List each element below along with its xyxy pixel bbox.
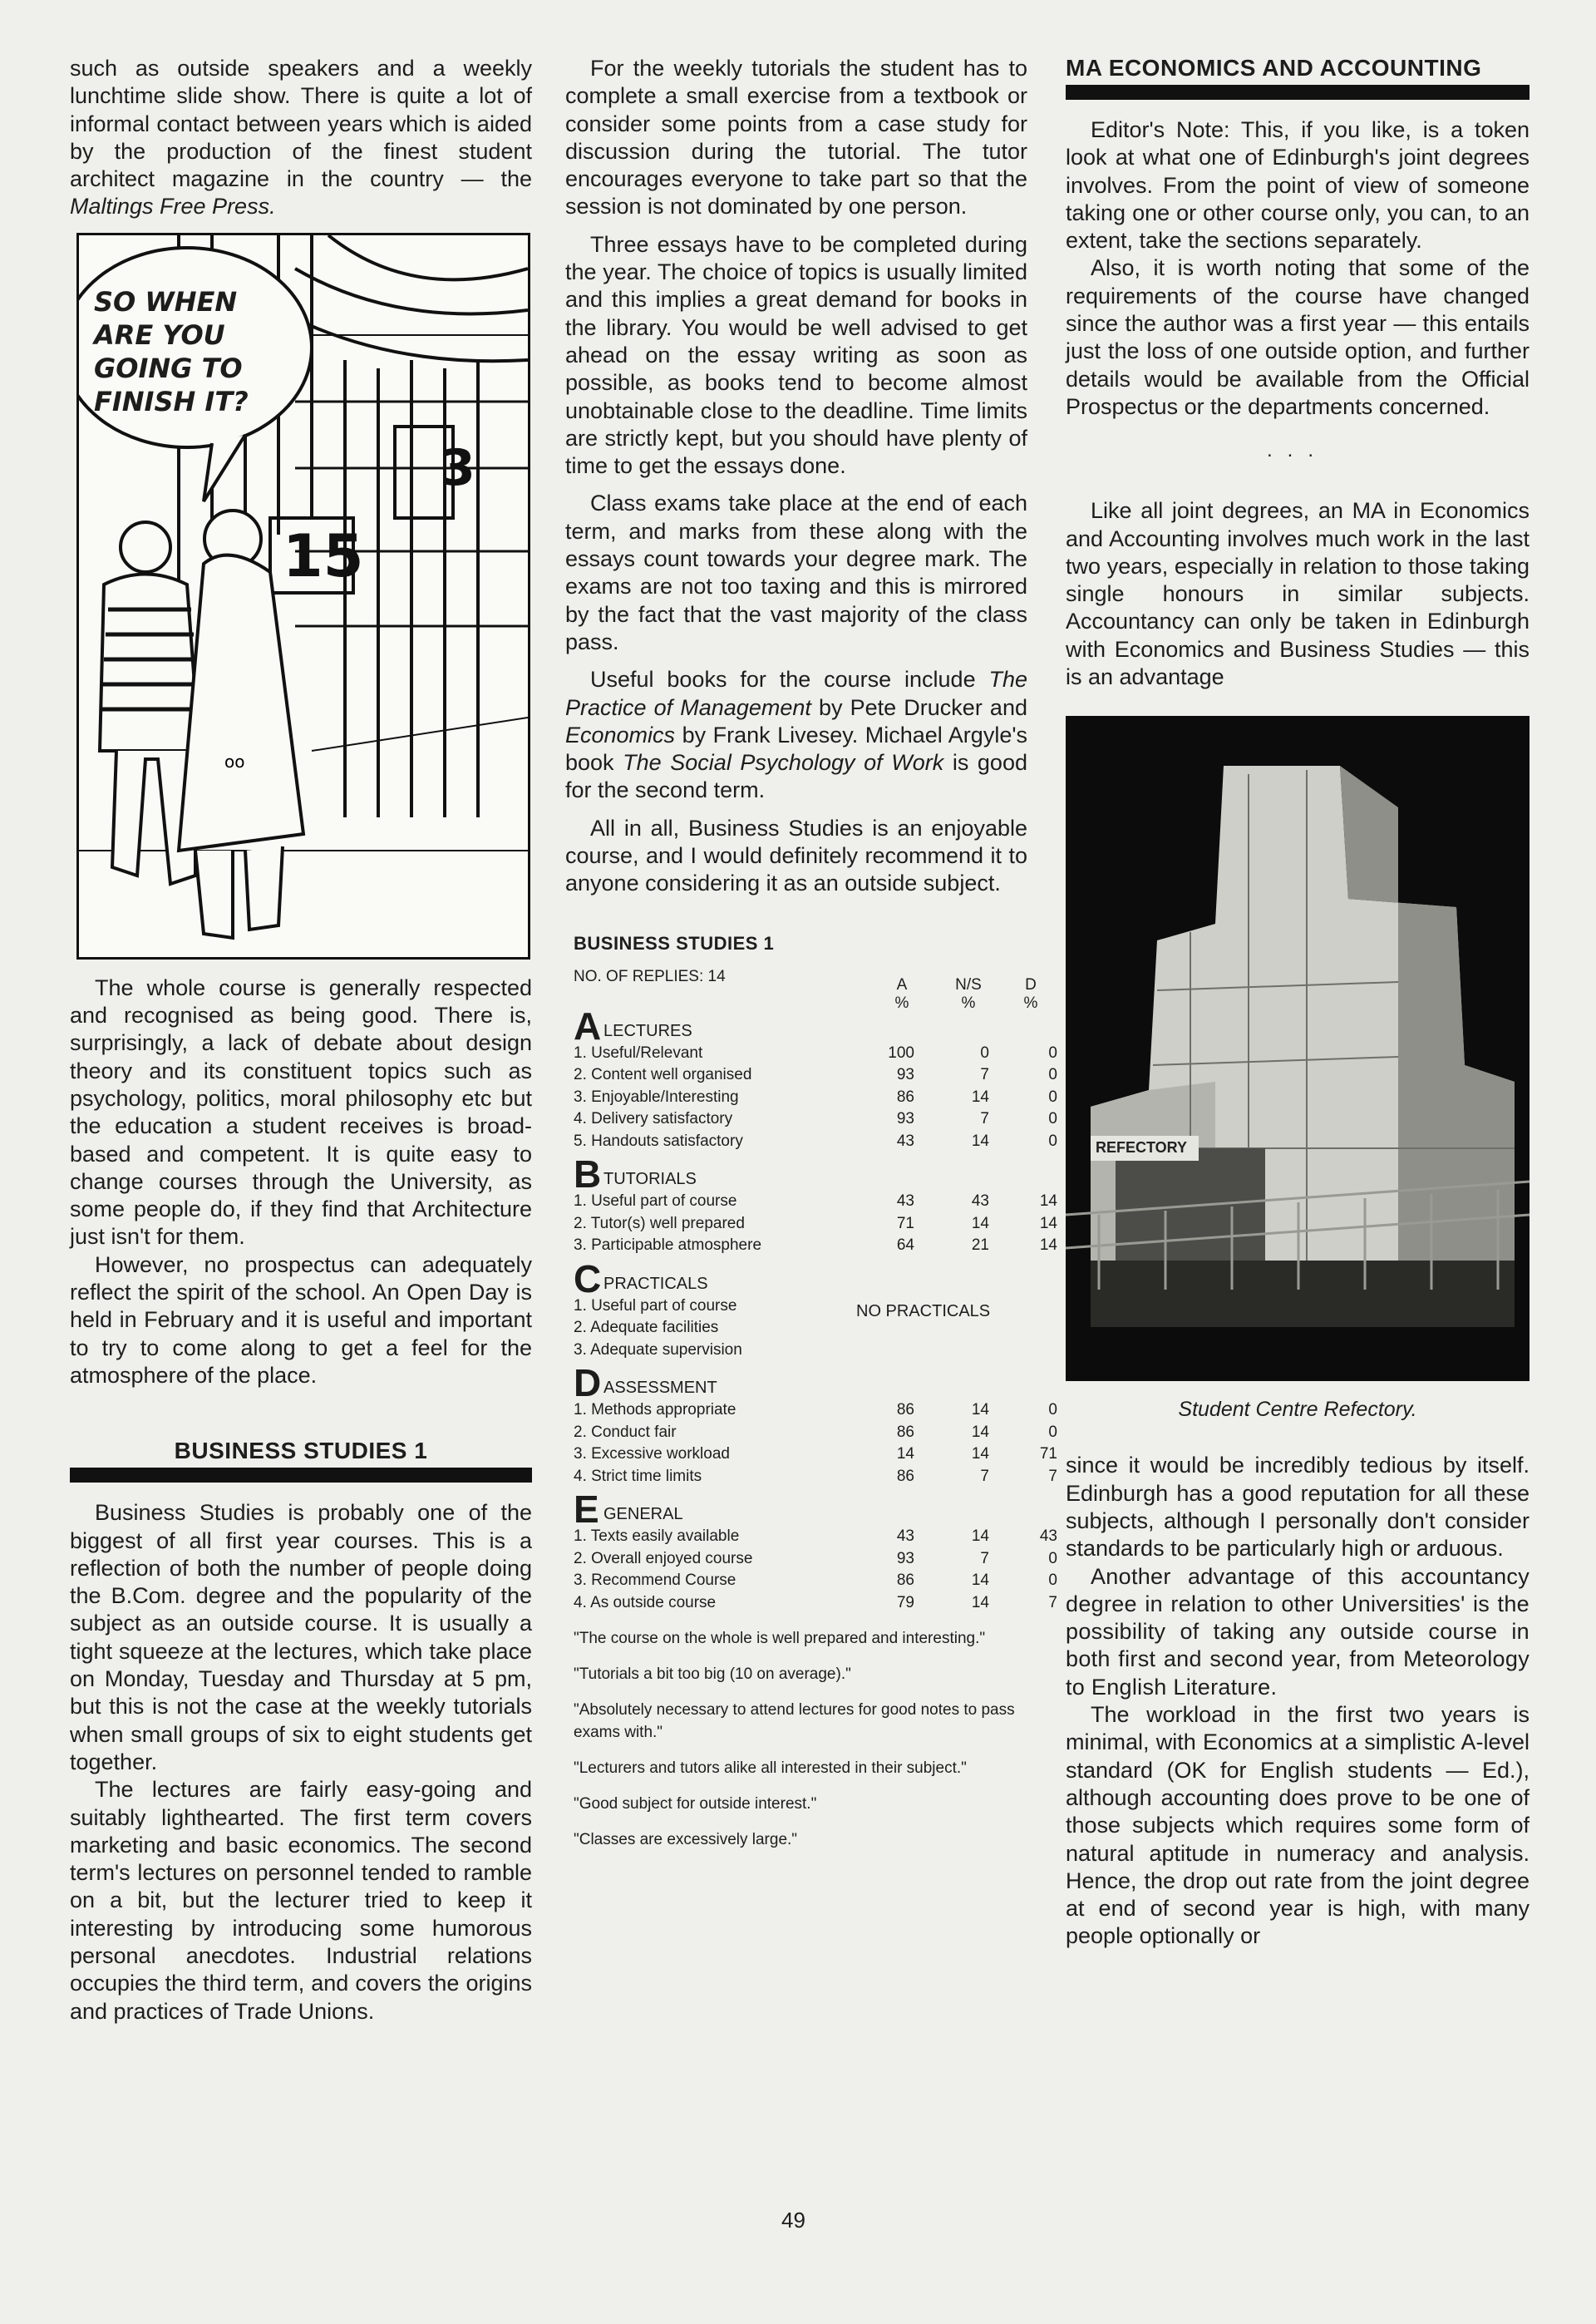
value-not-sure: 7 — [980, 1467, 989, 1485]
value-agree: 93 — [896, 1110, 914, 1128]
column-3 — [1066, 55, 1530, 1951]
value-disagree: 14 — [1039, 1192, 1057, 1211]
survey-sections — [574, 1004, 1057, 1615]
value-disagree: 0 — [1048, 1088, 1057, 1106]
survey-row — [574, 1340, 1022, 1362]
value-not-sure: 43 — [971, 1192, 989, 1211]
survey-row — [574, 1087, 1057, 1109]
section-letter: A — [574, 1004, 602, 1048]
section-name: TUTORIALS — [603, 1170, 697, 1189]
value-not-sure: 14 — [971, 1088, 989, 1106]
book-title-3: The Social Psychology of Work — [623, 750, 944, 776]
header-d-label: D — [1025, 975, 1037, 994]
survey-row — [574, 1443, 1057, 1466]
col1-para1-text: such as outside speakers and a weekly lunchtime slide show. There is quite a lot of informal contact between years which is aided by the production of the finest student architect magazine in the country — the — [70, 56, 532, 192]
section-letter: C — [574, 1256, 602, 1300]
value-agree: 43 — [896, 1132, 914, 1150]
survey-section-header — [574, 1256, 1022, 1300]
magazine-title: Maltings Free Press. — [70, 194, 276, 220]
col1-paragraph-3: However, no prospectus can adequately reflect the spirit of the school. An Open Day is held in February and it is useful and important to try to come along to get a feel for the atmosphere of the place. — [70, 1251, 532, 1388]
business-studies-heading: BUSINESS STUDIES 1 — [174, 1438, 428, 1464]
survey-row — [574, 1235, 1057, 1257]
row-label: 2. Content well organised — [574, 1066, 752, 1084]
value-agree: 100 — [888, 1044, 914, 1062]
survey-row — [574, 1466, 1057, 1488]
value-agree: 43 — [896, 1527, 914, 1546]
value-agree: 93 — [896, 1066, 914, 1084]
value-agree: 43 — [896, 1192, 914, 1211]
survey-quote: "Tutorials a bit too big (10 on average)." — [574, 1665, 851, 1684]
row-label: 1. Useful/Relevant — [574, 1044, 703, 1062]
section-name: PRACTICALS — [603, 1274, 708, 1293]
value-disagree: 0 — [1048, 1549, 1057, 1567]
col1-paragraph-2: The whole course is generally respected and recognised as being good. There is, surprisingly, a lack of debate about design theory and its constituent topics such as psychology, politics, moral philosophy etc but the education a student receives is broad-based and competent. It is quite easy to change courses through the University, as some people do, if they find that Architecture just isn't for them. — [70, 975, 532, 1250]
survey-row — [574, 1570, 1057, 1592]
page-number: 49 — [781, 2208, 805, 2233]
survey-row — [574, 1548, 1057, 1571]
ma-economics-heading: MA ECONOMICS AND ACCOUNTING — [1066, 55, 1482, 81]
heading-rule — [70, 1468, 532, 1483]
books-text-2: by Pete Drucker and — [810, 694, 1027, 720]
row-label: 3. Recommend Course — [574, 1572, 736, 1590]
col2-paragraph-3: Class exams take place at the end of each term, and marks from these along with the essays count towards your degree mark. The exams are not too taxing and this is mirrored by the fact that the vast majority of the class pass. — [565, 491, 1027, 654]
svg-text:oo: oo — [224, 751, 245, 772]
value-not-sure: 21 — [971, 1236, 989, 1255]
refectory-sign: REFECTORY — [1096, 1139, 1188, 1157]
value-not-sure: 0 — [980, 1044, 989, 1062]
survey-quote: "Lecturers and tutors alike all interested in their subject." — [574, 1759, 967, 1778]
row-label: 4. As outside course — [574, 1593, 717, 1611]
value-disagree: 0 — [1048, 1401, 1057, 1419]
survey-section-header — [574, 1152, 1022, 1197]
svg-text:3: 3 — [441, 438, 475, 497]
value-not-sure: 14 — [971, 1445, 989, 1463]
section-separator: ... — [1266, 439, 1328, 462]
value-not-sure: 14 — [971, 1214, 989, 1232]
survey-quotes — [574, 1627, 1027, 1851]
section-letter: E — [574, 1488, 599, 1532]
survey-section-rows — [574, 1526, 1057, 1614]
col2-paragraph-1: For the weekly tutorials the student has to complete a small exercise from a textbook or consider some points from a case study for discussion during the tutorial. The tutor encourages everyone to take part so that the session is not dominated by one person. — [565, 56, 1027, 220]
row-label: 3. Participable atmosphere — [574, 1236, 762, 1255]
col1-paragraph-1 — [70, 55, 532, 221]
header-ns-label: N/S — [955, 975, 982, 994]
row-label: 2. Overall enjoyed course — [574, 1549, 753, 1567]
survey-quote: "Absolutely necessary to attend lectures for good notes to pass exams with." — [574, 1701, 1015, 1742]
survey-section-rows — [574, 1043, 1057, 1153]
value-agree: 86 — [896, 1572, 914, 1590]
value-agree: 93 — [896, 1549, 914, 1567]
col2-paragraph-4 — [565, 666, 1027, 804]
value-not-sure: 14 — [971, 1527, 989, 1546]
survey-row — [574, 1043, 1057, 1065]
value-not-sure: 14 — [971, 1401, 989, 1419]
photo-caption: Student Centre Refectory. — [1178, 1398, 1417, 1422]
header-agree — [877, 976, 927, 1013]
books-text-3: by Frank Livesey. Michael Argyle's book — [565, 722, 1027, 776]
col1-paragraph-5: The lectures are fairly easy-going and suitably lighthearted. The first term covers marketing and basic economics. The second term's lectures on personnel tended to ramble on a bit, but the lecturer tried to keep it interesting by introducing some humorous personal anecdotes. Industrial relations occupies the third term, and covers the origins and practices of Trade Unions. — [70, 1777, 532, 2024]
row-label: 3. Enjoyable/Interesting — [574, 1088, 739, 1106]
survey-header — [574, 967, 1038, 1012]
survey-section-rows — [574, 1295, 1022, 1362]
books-text-4: is good for the second term. — [565, 750, 1027, 803]
col3-paragraph-6: The workload in the first two years is minimal, with Economics at a simplistic A-level standard (OK for English students — Ed.), although accounting does prove to be one of those subjects which requires some form of natural aptitude in numeracy and analysis. Hence, the drop out rate from the joint degree at end of second year is high, with many people optionally or — [1066, 1702, 1530, 1949]
value-disagree: 0 — [1048, 1066, 1057, 1084]
value-disagree: 43 — [1039, 1527, 1057, 1546]
row-label: 4. Delivery satisfactory — [574, 1110, 733, 1128]
books-text-1: Useful books for the course include — [590, 667, 989, 693]
row-label: 1. Useful part of course — [574, 1192, 737, 1211]
refectory-photo — [1066, 716, 1530, 1381]
survey-section-rows — [574, 1191, 1057, 1257]
value-agree: 86 — [896, 1467, 914, 1485]
heading-rule — [1066, 85, 1530, 100]
value-not-sure: 14 — [971, 1132, 989, 1150]
survey-row — [574, 1422, 1057, 1444]
header-not-sure — [943, 976, 993, 1013]
replies-count: NO. OF REPLIES: 14 — [574, 967, 726, 985]
section-letter: B — [574, 1152, 602, 1197]
value-disagree: 14 — [1039, 1236, 1057, 1255]
value-disagree: 0 — [1048, 1423, 1057, 1441]
value-agree: 86 — [896, 1401, 914, 1419]
value-not-sure: 7 — [980, 1549, 989, 1567]
header-ns-pct: % — [961, 994, 976, 1012]
value-not-sure: 14 — [971, 1593, 989, 1611]
row-label: 1. Methods appropriate — [574, 1401, 736, 1419]
header-a-label: A — [896, 975, 908, 994]
header-d-pct: % — [1023, 994, 1038, 1012]
value-disagree: 7 — [1048, 1467, 1057, 1485]
value-agree: 71 — [896, 1214, 914, 1232]
book-title-1: The Practice of Management — [565, 667, 1027, 720]
value-disagree: 14 — [1039, 1214, 1057, 1232]
value-agree: 86 — [896, 1423, 914, 1441]
survey-quote: "Good subject for outside interest." — [574, 1795, 817, 1813]
col1-paragraph-4: Business Studies is probably one of the biggest of all first year courses. This is a reflection of both the number of people doing the B.Com. degree and the popularity of the subject as an outside course. It is usually a tight squeeze at the lectures, which take place on Monday, Tuesday and Thursday at 5 pm, but this is not the case at the weekly tutorials when small groups of six to eight students get together. — [70, 1500, 532, 1774]
column-1 — [70, 55, 532, 2025]
survey-row — [574, 1108, 1057, 1131]
value-agree: 86 — [896, 1088, 914, 1106]
survey-row — [574, 1399, 1057, 1422]
value-not-sure: 7 — [980, 1066, 989, 1084]
value-disagree: 0 — [1048, 1572, 1057, 1590]
row-label: 4. Strict time limits — [574, 1467, 702, 1485]
survey-title: BUSINESS STUDIES 1 — [574, 932, 775, 954]
value-disagree: 0 — [1048, 1110, 1057, 1128]
survey-row — [574, 1526, 1057, 1548]
col3-paragraph-1: Editor's Note: This, if you like, is a token look at what one of Edinburgh's joint degrees involves. From the point of view of someone taking one or other course only, you can, to an extent, take the sections separately. — [1066, 117, 1530, 254]
section-letter: D — [574, 1361, 602, 1405]
value-not-sure: 14 — [971, 1423, 989, 1441]
survey-row — [574, 1592, 1057, 1615]
survey-section-rows — [574, 1399, 1057, 1488]
col3-paragraph-3: Like all joint degrees, an MA in Economics and Accounting involves much work in the last two years, especially in relation to those taking single honours in similar subjects. Accountancy can only be taken in Edinburgh with Economics and Business Studies — this is an advantage — [1066, 498, 1530, 690]
value-disagree: 71 — [1039, 1445, 1057, 1463]
survey-section-header — [574, 1004, 1022, 1048]
col3-paragraph-4: since it would be incredibly tedious by itself. Edinburgh has a good reputation for all these subjects, although I personally don't consider standards to be particularly high or arduous. — [1066, 1453, 1530, 1562]
speech-bubble-text: SO WHEN ARE YOU GOING TO FINISH IT? — [94, 285, 249, 417]
value-not-sure: 7 — [980, 1110, 989, 1128]
header-disagree — [1006, 976, 1056, 1013]
col3-paragraph-5: Another advantage of this accountancy degree in relation to other Universities' is the possibility of taking any outside course in both first and second year, from Meteorology to English Literature. — [1066, 1563, 1530, 1700]
survey-row — [574, 1191, 1057, 1213]
value-agree: 64 — [896, 1236, 914, 1255]
survey-table — [574, 967, 1057, 1615]
survey-row — [574, 1064, 1057, 1087]
survey-row — [574, 1213, 1057, 1236]
svg-text:15: 15 — [283, 521, 364, 590]
value-disagree: 0 — [1048, 1132, 1057, 1150]
survey-quote: "Classes are excessively large." — [574, 1831, 798, 1849]
value-not-sure: 14 — [971, 1572, 989, 1590]
header-a-pct: % — [894, 994, 909, 1012]
row-label: 3. Adequate supervision — [574, 1340, 742, 1359]
section-name: ASSESSMENT — [603, 1379, 717, 1398]
survey-quote: "The course on the whole is well prepared and interesting." — [574, 1630, 986, 1648]
section-name: GENERAL — [603, 1505, 683, 1524]
survey-row — [574, 1131, 1057, 1153]
row-label: 1. Useful part of course — [574, 1296, 737, 1315]
survey-section-header — [574, 1361, 1022, 1405]
value-disagree: 7 — [1048, 1593, 1057, 1611]
row-label: 3. Excessive workload — [574, 1445, 730, 1463]
col3-paragraph-2: Also, it is worth noting that some of the requirements of the course have changed since the author was a first year — this entails just the loss of one outside option, and further details would be available from the Official Prospectus or the departments concerned. — [1066, 255, 1530, 419]
column-2 — [565, 55, 1057, 1851]
no-practicals-note: NO PRACTICALS — [856, 1301, 991, 1320]
book-title-2: Economics — [565, 722, 676, 748]
value-disagree: 0 — [1048, 1044, 1057, 1062]
cartoon-illustration — [76, 233, 530, 960]
survey-section-header — [574, 1488, 1022, 1532]
refectory-building-image — [1066, 716, 1530, 1381]
value-agree: 14 — [896, 1445, 914, 1463]
section-name: LECTURES — [603, 1021, 692, 1040]
value-agree: 79 — [896, 1593, 914, 1611]
row-label: 2. Tutor(s) well prepared — [574, 1214, 745, 1232]
col2-paragraph-2: Three essays have to be completed during the year. The choice of topics is usually limited and this implies a great demand for books in the library. You would be well advised to get ahead on the essay writing as soon as possible, as books tend to become almost unobtainable close to the deadline. Time limits are strictly kept, but you should have plenty of time to get the essays done. — [565, 231, 1027, 479]
row-label: 1. Texts easily available — [574, 1527, 740, 1546]
col2-paragraph-5: All in all, Business Studies is an enjoyable course, and I would definitely recommend it to anyone considering it as an outside subject. — [565, 815, 1027, 896]
row-label: 2. Conduct fair — [574, 1423, 677, 1441]
row-label: 5. Handouts satisfactory — [574, 1132, 743, 1150]
row-label: 2. Adequate facilities — [574, 1319, 719, 1337]
